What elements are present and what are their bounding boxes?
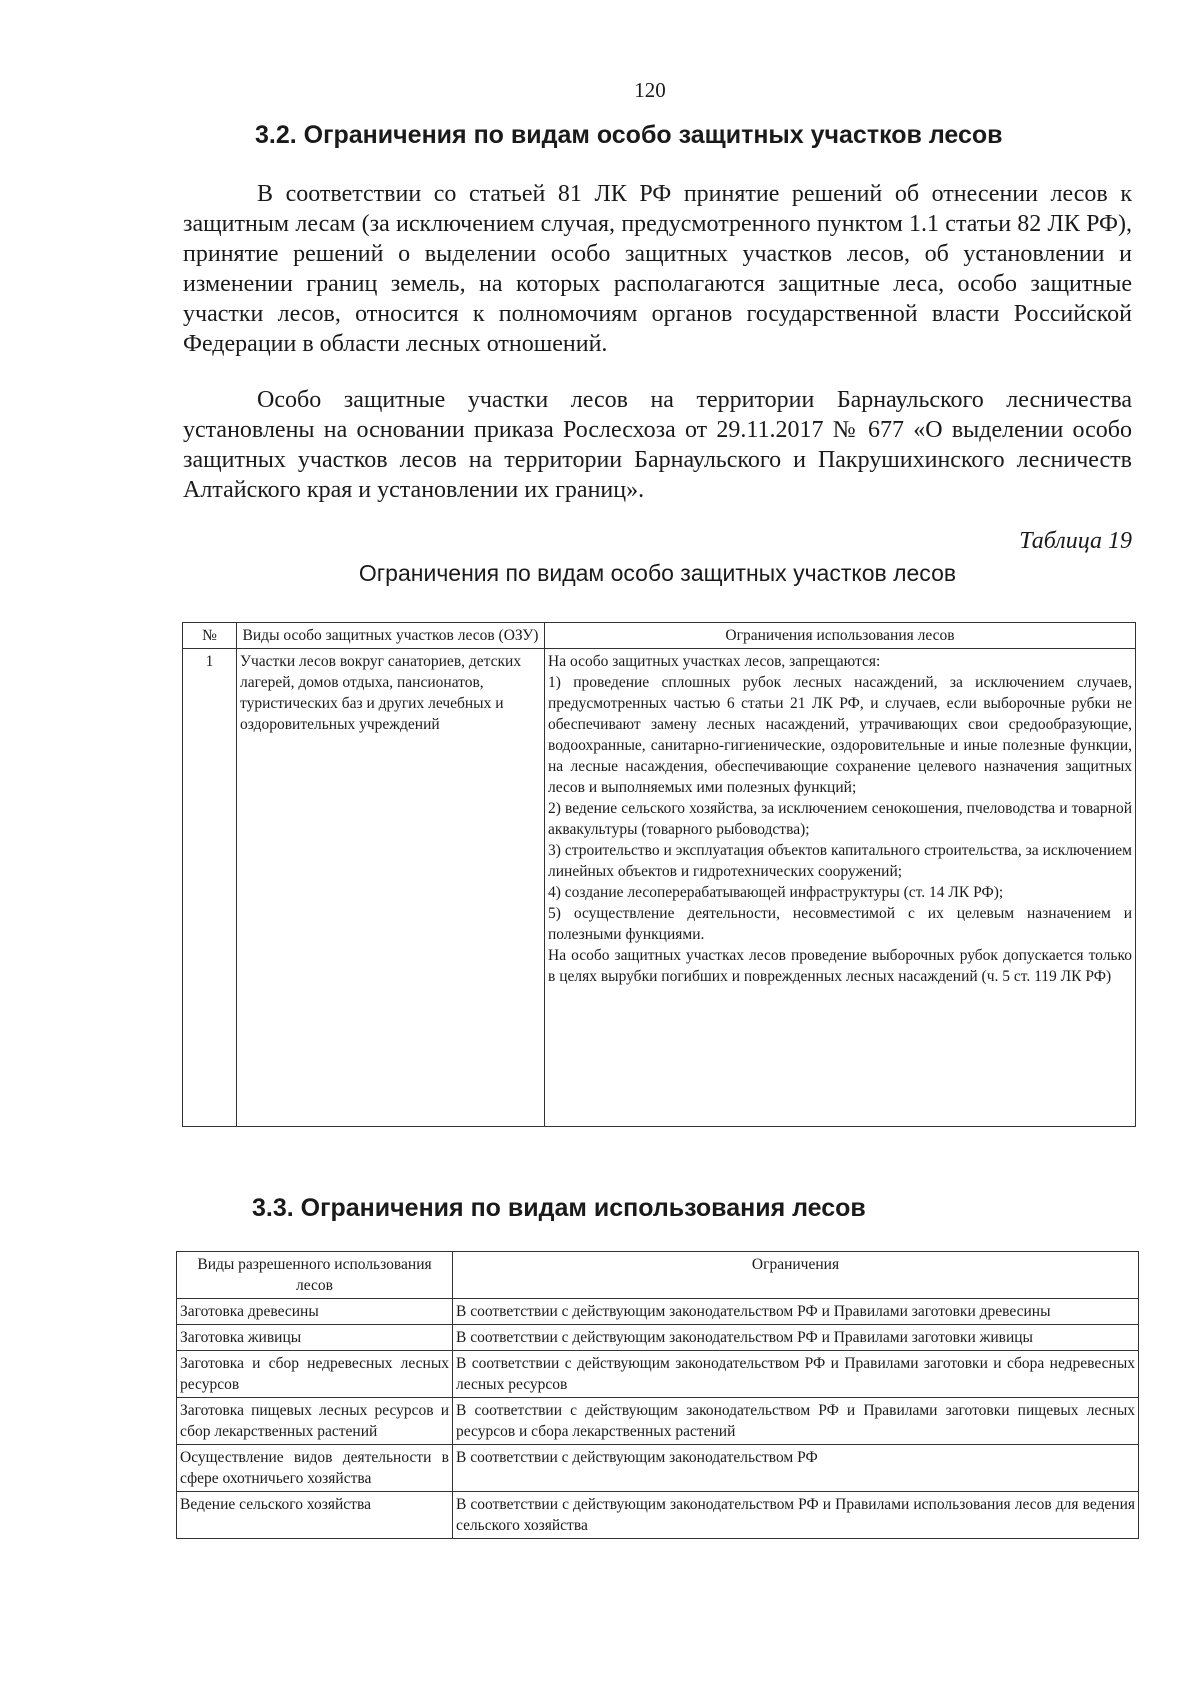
- use-type: Осуществление видов деятельности в сфере охотничьего хозяйства: [177, 1445, 453, 1492]
- header-use-type: Виды разрешенного использования лесов: [177, 1252, 453, 1299]
- header-restriction: Ограничения: [453, 1252, 1139, 1299]
- use-restriction: В соответствии с действующим законодательством РФ и Правилами заготовки и сбора недревесных лесных ресурсов: [453, 1351, 1139, 1398]
- table-row: [177, 1325, 1139, 1351]
- use-type: Заготовка древесины: [177, 1299, 453, 1325]
- table-caption: Таблица 19: [1019, 528, 1132, 554]
- table-row: [177, 1351, 1139, 1398]
- section-heading-3-2: 3.2. Ограничения по видам особо защитных участков лесов: [255, 121, 1003, 149]
- use-type: Заготовка пищевых лесных ресурсов и сбор лекарственных растений: [177, 1398, 453, 1445]
- restriction-item-1: 1) проведение сплошных рубок лесных насаждений, за исключением случаев, предусмотренных частью 6 статьи 21 ЛК РФ, и случаев, если выборочные рубки не обеспечивают замену лесных насаждений, утрачивающих свои средообразующие, водоохранные, санитарно-гигиенические, оздоровительные и иные полезные функции, на лесные насаждения, обеспечивающие сохранение целевого назначения защитных лесов и выполняемых ими полезных функций;: [548, 674, 1132, 796]
- section-heading-3-3: 3.3. Ограничения по видам использования лесов: [252, 1194, 866, 1222]
- use-type: Заготовка и сбор недревесных лесных ресурсов: [177, 1351, 453, 1398]
- row-ozu-type: Участки лесов вокруг санаториев, детских лагерей, домов отдыха, пансионатов, туристических баз и других лечебных и оздоровительных учреждений: [237, 649, 545, 1127]
- use-restriction: В соответствии с действующим законодательством РФ и Правилами заготовки пищевых лесных ресурсов и сбора лекарственных растений: [453, 1398, 1139, 1445]
- table-row: [183, 649, 1136, 1127]
- page-number: 120: [634, 78, 666, 102]
- forest-use-restrictions-table: [176, 1251, 1139, 1539]
- ozu-restrictions-table: [182, 622, 1136, 1127]
- restriction-item-3: 3) строительство и эксплуатация объектов капитального строительства, за исключением линейных объектов и гидротехнических сооружений;: [548, 842, 1132, 880]
- use-type: Ведение сельского хозяйства: [177, 1492, 453, 1539]
- table-row: [177, 1299, 1139, 1325]
- restriction-intro: На особо защитных участках лесов, запрещаются:: [548, 653, 881, 670]
- row-number: 1: [183, 649, 237, 1127]
- table-header-row: [177, 1252, 1139, 1299]
- row-restrictions: [545, 649, 1136, 1127]
- restriction-footer: На особо защитных участках лесов проведение выборочных рубок допускается только в целях вырубки погибших и поврежденных лесных насаждений (ч. 5 ст. 119 ЛК РФ): [548, 947, 1132, 985]
- header-restrictions: Ограничения использования лесов: [545, 623, 1136, 649]
- table-row: [177, 1398, 1139, 1445]
- table-row: [177, 1492, 1139, 1539]
- header-number: №: [183, 623, 237, 649]
- table-row: [177, 1445, 1139, 1492]
- paragraph-1: В соответствии со статьей 81 ЛК РФ принятие решений об отнесении лесов к защитным лесам (за исключением случая, предусмотренного пунктом 1.1 статьи 82 ЛК РФ), принятие решений о выделении особо защитных участков лесов, об установлении и изменении границ земель, на которых располагаются защитные леса, особо защитные участки лесов, относится к полномочиям органов государственной власти Российской Федерации в области лесных отношений.: [183, 181, 1132, 357]
- table-header-row: [183, 623, 1136, 649]
- restriction-item-4: 4) создание лесоперерабатывающей инфраструктуры (ст. 14 ЛК РФ);: [548, 884, 1004, 901]
- use-restriction: В соответствии с действующим законодательством РФ: [453, 1445, 1139, 1492]
- use-restriction: В соответствии с действующим законодательством РФ и Правилами заготовки живицы: [453, 1325, 1139, 1351]
- use-type: Заготовка живицы: [177, 1325, 453, 1351]
- header-ozu-type: Виды особо защитных участков лесов (ОЗУ): [237, 623, 545, 649]
- restriction-item-2: 2) ведение сельского хозяйства, за исключением сенокошения, пчеловодства и товарной аквакультуры (товарного рыбоводства);: [548, 800, 1132, 838]
- use-restriction: В соответствии с действующим законодательством РФ и Правилами заготовки древесины: [453, 1299, 1139, 1325]
- restriction-item-5: 5) осуществление деятельности, несовместимой с их целевым назначением и полезными функциями.: [548, 905, 1132, 943]
- use-restriction: В соответствии с действующим законодательством РФ и Правилами использования лесов для ведения сельского хозяйства: [453, 1492, 1139, 1539]
- table-title: Ограничения по видам особо защитных участков лесов: [358, 560, 957, 586]
- paragraph-2: Особо защитные участки лесов на территории Барнаульского лесничества установлены на основании приказа Рослесхоза от 29.11.2017 № 677 «О выделении особо защитных участков лесов на территории Барнаульского и Пакрушихинского лесничеств Алтайского края и установлении их границ».: [183, 387, 1132, 503]
